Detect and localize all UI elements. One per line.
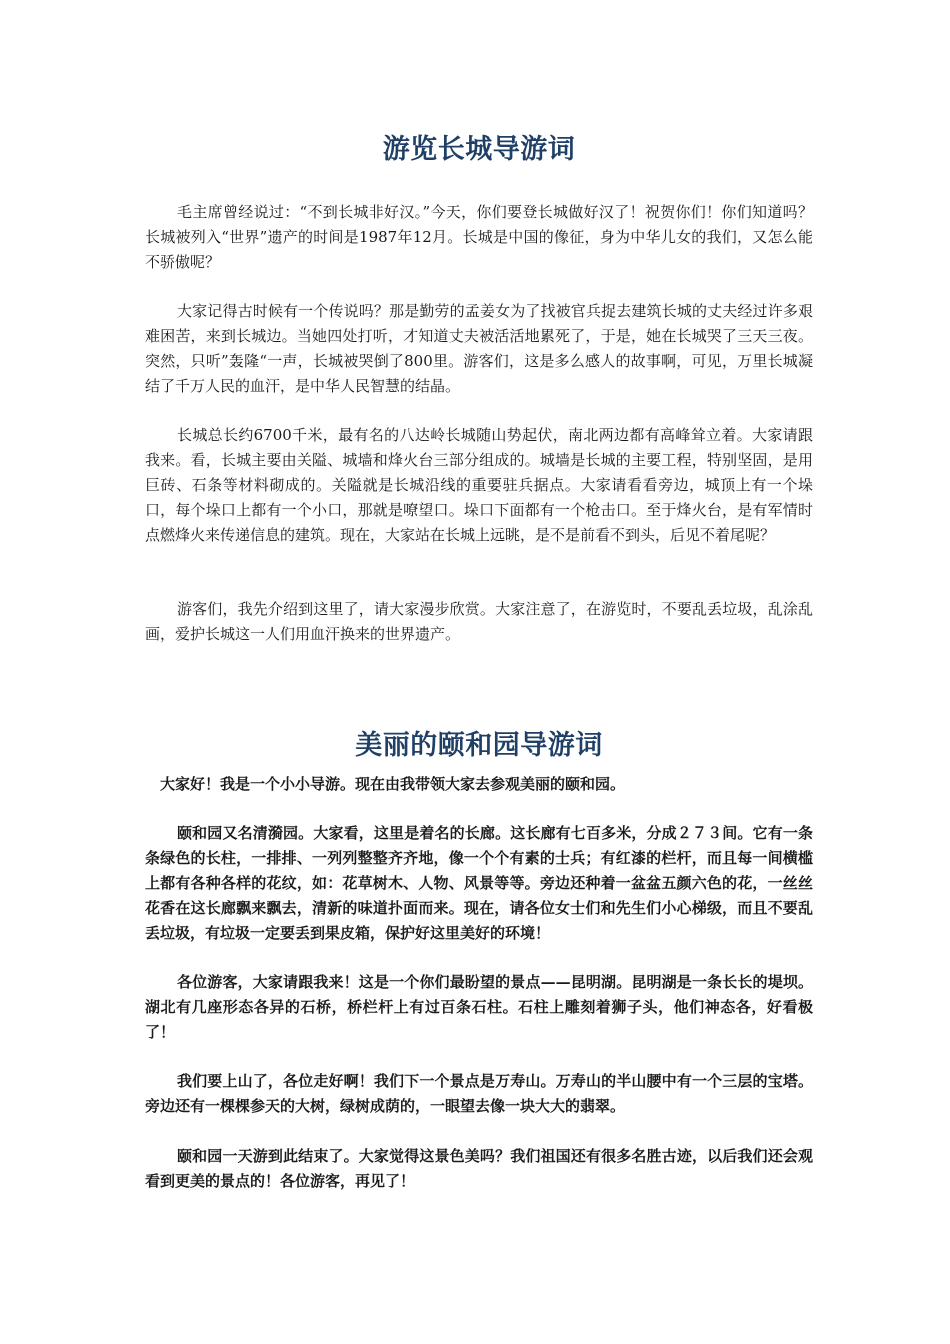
article-title-summer-palace: 美丽的颐和园导游词 bbox=[355, 730, 603, 761]
summer-palace-paragraph-4: 颐和园一天游到此结束了。大家觉得这景色美吗？我们祖国还有很多名胜古迹，以后我们还会观看到更美的景点的！各位游客，再见了！ bbox=[145, 1147, 813, 1190]
summer-palace-paragraph-3: 我们要上山了，各位走好啊！我们下一个景点是万寿山。万寿山的半山腰中有一个三层的宝塔。旁边还有一棵棵参天的大树，绿树成荫的，一眼望去像一块大大的翡翠。 bbox=[145, 1072, 813, 1115]
article-title-great-wall: 游览长城导游词 bbox=[382, 134, 576, 165]
great-wall-paragraph-3: 长城总长约6700千米，最有名的八达岭长城随山势起伏，南北两边都有高峰耸立着。大家请跟我来。看，长城主要由关隘、城墙和烽火台三部分组成的。城墙是长城的主要工程，特别坚固，是用巨砖、石条等材料砌成的。关隘就是长城沿线的重要驻兵据点。大家请看看旁边，城顶上有一个垛口，每个垛口上都有一个小口，那就是嘹望口。垛口下面都有一个枪击口。至于烽火台，是有军情时点燃烽火来传递信息的建筑。现在，大家站在长城上远眺，是不是前看不到头，后见不着尾呢？ bbox=[145, 426, 813, 544]
great-wall-paragraph-2: 大家记得古时候有一个传说吗？那是勤劳的孟姜女为了找被官兵捉去建筑长城的丈夫经过许多艰难困苦，来到长城边。当她四处打听，才知道丈夫被活活地累死了，于是，她在长城哭了三天三夜。突然，只听”轰隆“一声，长城被哭倒了800里。游客们，这是多么感人的故事啊，可见，万里长城凝结了千万人民的血汗，是中华人民智慧的结晶。 bbox=[145, 302, 813, 395]
great-wall-paragraph-1: 毛主席曾经说过：“不到长城非好汉。”今天，你们要登长城做好汉了！祝贺你们！你们知道吗？长城被列入“世界”遗产的时间是1987年12月。长城是中国的像征，身为中华儿女的我们，又怎么能不骄傲呢？ bbox=[145, 203, 813, 271]
great-wall-paragraph-4: 游客们，我先介绍到这里了，请大家漫步欣赏。大家注意了，在游览时，不要乱丢垃圾，乱涂乱画，爱护长城这一人们用血汗换来的世界遗产。 bbox=[145, 600, 813, 643]
summer-palace-intro: 大家好！我是一个小小导游。现在由我带领大家去参观美丽的颐和园。 bbox=[160, 775, 626, 793]
summer-palace-paragraph-1: 颐和园又名清漪园。大家看，这里是着名的长廊。这长廊有七百多米，分成２７３间。它有一条条绿色的长柱，一排排、一列列整整齐齐地，像一个个有素的士兵；有红漆的栏杆，而且每一间横槛上都有各种各样的花纹，如：花草树木、人物、风景等等。旁边还种着一盆盆五颜六色的花，一丝丝花香在这长廊飘来飘去，清新的味道扑面而来。现在，请各位女士们和先生们小心梯级，而且不要乱丢垃圾，有垃圾一定要丢到果皮箱，保护好这里美好的环境！ bbox=[145, 824, 813, 942]
summer-palace-paragraph-2: 各位游客，大家请跟我来！这是一个你们最盼望的景点——昆明湖。昆明湖是一条长长的堤坝。湖北有几座形态各异的石桥，桥栏杆上有过百条石柱。石柱上雕刻着狮子头，他们神态各，好看极了！ bbox=[145, 973, 813, 1041]
